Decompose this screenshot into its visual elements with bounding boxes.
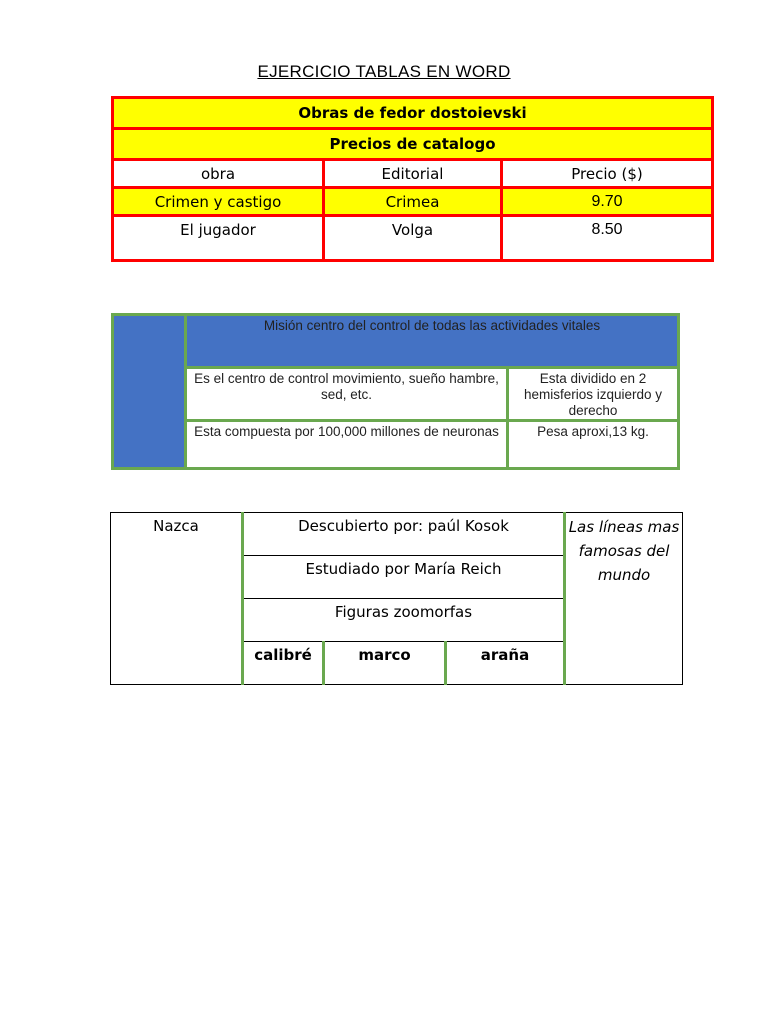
cell-calibre: calibré [243,642,324,685]
cell-hemisferios: Esta dividido en 2 hemisferios izquierdo y derecho [508,368,679,421]
cell-peso: Pesa aproxi,13 kg. [508,421,679,469]
discovered-cell: Descubierto por: paúl Kosok [243,513,565,556]
cell-obra: Crimen y castigo [113,188,324,216]
cell-neuronas: Esta compuesta por 100,000 millones de neuronas [186,421,508,469]
cell-obra: El jugador [113,216,324,261]
header-obra: obra [113,160,324,188]
table-row [113,368,679,421]
header-editorial: Editorial [324,160,502,188]
brain-table [111,313,680,470]
cell-editorial: Volga [324,216,502,261]
nazca-cell: Nazca [111,513,243,685]
mission-cell: Misión centro del control de todas las actividades vitales [186,315,679,368]
blue-side-cell [113,315,186,469]
document-title: EJERCICIO TABLAS EN WORD [257,62,511,81]
famous-lines-cell: Las líneas mas famosas del mundo [565,513,683,685]
cell-precio: 8.50 [502,216,713,261]
table1-title: Obras de fedor dostoievski [113,98,713,129]
header-precio: Precio ($) [502,160,713,188]
studied-cell: Estudiado por María Reich [243,556,565,599]
cell-precio: 9.70 [502,188,713,216]
cell-control: Es el centro de control movimiento, sueño hambre, sed, etc. [186,368,508,421]
table-row [113,216,713,261]
dostoievski-table [111,96,714,262]
cell-editorial: Crimea [324,188,502,216]
figures-cell: Figuras zoomorfas [243,599,565,642]
cell-marco: marco [324,642,446,685]
table-row [113,421,679,469]
nazca-table [110,512,683,685]
table-row [113,188,713,216]
table1-subtitle: Precios de catalogo [113,129,713,160]
cell-arana: araña [480,646,530,664]
